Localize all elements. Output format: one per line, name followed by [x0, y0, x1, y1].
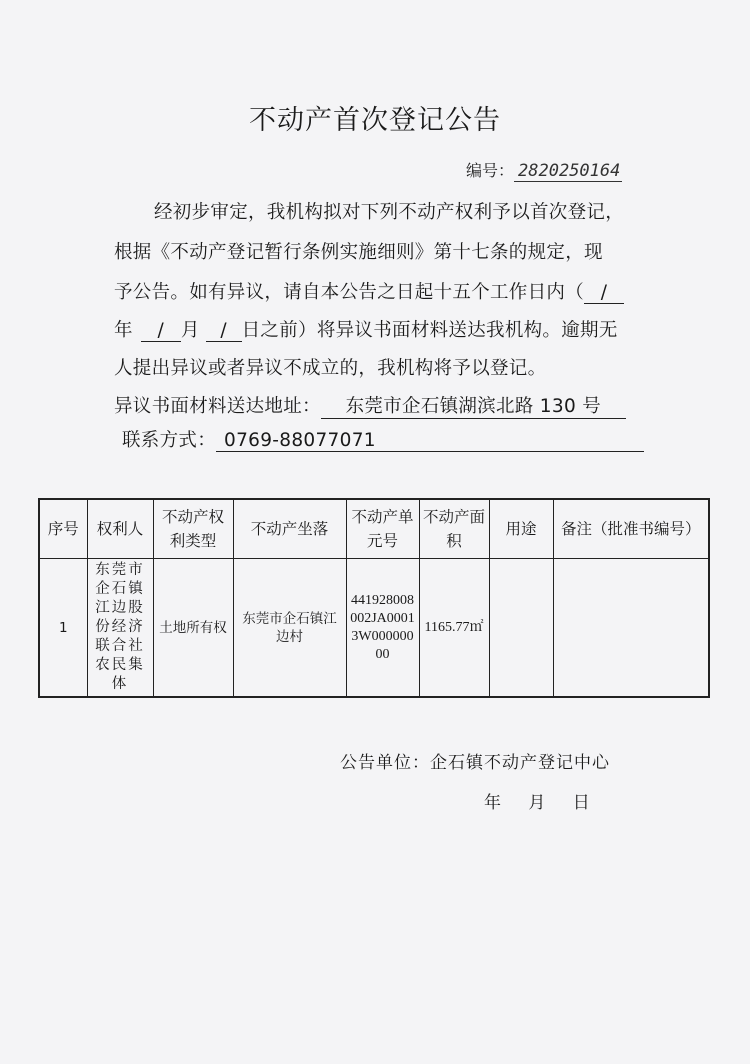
table-header-row [39, 499, 709, 559]
body-line-2: 根据《不动产登记暂行条例实施细则》第十七条的规定，现 [114, 242, 603, 263]
blank-year: / [584, 282, 624, 304]
body-line-3 [114, 278, 624, 304]
cell-right-type: 土地所有权 [153, 559, 233, 698]
month-label: 月 [180, 320, 200, 341]
page-title: 不动产首次登记公告 [249, 105, 501, 136]
cell-owner: 东莞市企石镇江边股份经济联合社农民集体 [87, 559, 153, 698]
header-owner: 权利人 [87, 499, 153, 559]
address-label: 异议书面材料送达地址： [114, 396, 321, 417]
blank-month: / [141, 320, 181, 342]
year-label: 年 [114, 320, 133, 341]
contact-label: 联系方式： [122, 430, 217, 451]
body-line-5: 人提出异议或者异议不成立的，我机构将予以登记。 [114, 358, 547, 379]
cell-remark [553, 559, 709, 698]
header-area: 不动产面积 [419, 499, 489, 559]
address-line [114, 392, 626, 419]
contact-line [122, 426, 644, 452]
cell-area: 1165.77㎡ [419, 559, 489, 698]
body-line-1: 经初步审定，我机构拟对下列不动产权利予以首次登记， [154, 202, 625, 223]
cell-unit-no: 441928008002JA00013W00000000 [346, 559, 419, 698]
announcement-date: 年 月 日 [484, 793, 590, 813]
body-line-3-text: 予公告。如有异议，请自本公告之日起十五个工作日内（ [114, 282, 585, 303]
table-row [39, 559, 709, 698]
announcing-unit: 公告单位：企石镇不动产登记中心 [340, 753, 610, 773]
body-line-4-text: 日之前）将异议书面材料送达我机构。逾期无 [241, 320, 618, 341]
header-location: 不动产坐落 [233, 499, 346, 559]
header-right-type: 不动产权利类型 [153, 499, 233, 559]
document-number [466, 158, 622, 182]
body-line-4 [114, 316, 618, 342]
blank-day: / [206, 320, 242, 342]
cell-location: 东莞市企石镇江边村 [233, 559, 346, 698]
contact-value: 0769-88077071 [216, 430, 644, 452]
document-number-label: 编号： [466, 161, 515, 180]
header-remark: 备注（批准书编号） [553, 499, 709, 559]
header-seq: 序号 [39, 499, 87, 559]
address-value: 东莞市企石镇湖滨北路 130 号 [321, 392, 626, 419]
cell-seq: 1 [39, 559, 87, 698]
cell-usage [489, 559, 553, 698]
registration-table [38, 498, 710, 698]
header-unit-no: 不动产单元号 [346, 499, 419, 559]
document-number-value: 2820250164 [514, 161, 622, 182]
header-usage: 用途 [489, 499, 553, 559]
